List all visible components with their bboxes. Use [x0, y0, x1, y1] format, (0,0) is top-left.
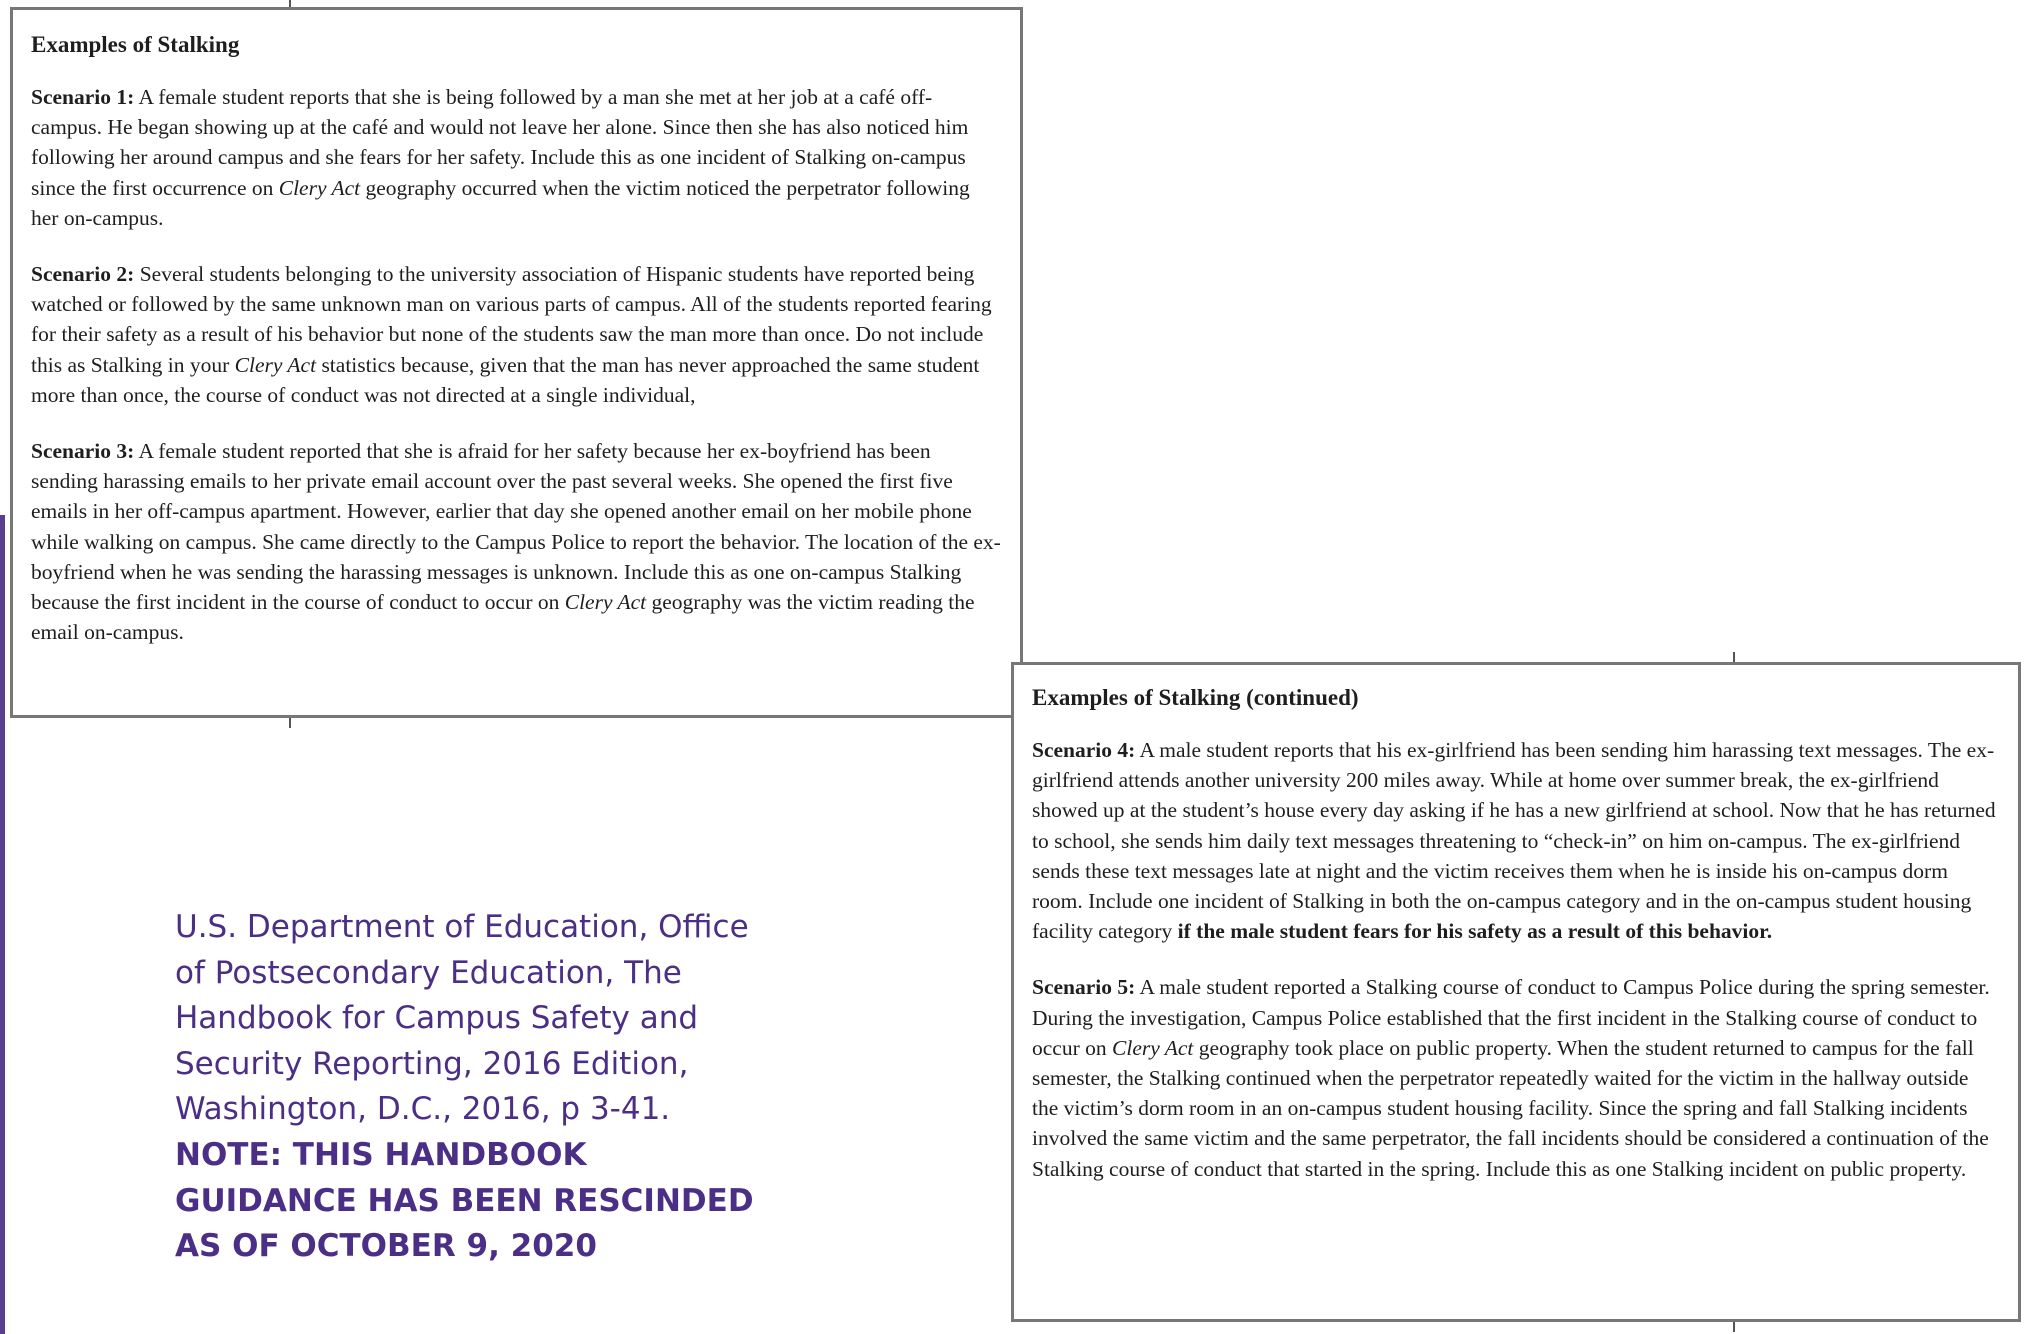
scenario-text: Several students belonging to the university association of Hispanic students have reported being watched or followed by the same unknown man on various parts of campus. All of the students reported fearing for their safety as a result of his behavior but none of the students saw the man more than once. Do not include this as Stalking in your [31, 262, 992, 377]
scenario-text: statistics because, given that the man has never approached the same student more than once, the course of conduct was not directed at a single individual, [31, 352, 980, 407]
scenario-text: geography took place on public property. When the student returned to campus for the fall semester, the Stalking continued when the perpetrator repeatedly waited for the victim in the hallway outside the victim’s dorm room in an on-campus student housing facility. Since the spring and fall Stalking incidents involved the same victim and the same perpetrator, the fall incidents should be considered a continuation of the Stalking course of conduct that started in the spring. Include this as one Stalking incident on public property. [1032, 1035, 1989, 1181]
source-caption [175, 905, 775, 1270]
scenario-text: A male student reported a Stalking course of conduct to Campus Police during the spring semester. During the investigation, Campus Police established that the first incident in the Stalking course of conduct to occur on [1032, 975, 1990, 1060]
scenario-label: Scenario 3: [31, 439, 135, 464]
scenario-4 [1032, 735, 1998, 946]
scenario-label: Scenario 5: [1032, 975, 1136, 1000]
scenario-italic-term: Clery Act [234, 352, 317, 377]
scenario-3 [31, 436, 1002, 647]
crop-mark [1733, 1322, 1735, 1332]
scenario-italic-term: Clery Act [1112, 1035, 1194, 1060]
scenario-italic-term: Clery Act [564, 590, 647, 615]
scenario-text: A female student reported that she is afraid for her safety because her ex-boyfriend has been sending harassing emails to her private email account over the past several weeks. She opened the first five emails in her off-campus apartment. However, earlier that day she opened another email on her mobile phone while walking on campus. She came directly to the Campus Police to report the behavior. The location of the ex-boyfriend when he was sending the harassing messages is unknown. Include this as one on-campus Stalking because the first incident in the course of conduct to occur on [31, 439, 1001, 615]
scenario-text: geography occurred when the victim noticed the perpetrator following her on-campus. [31, 175, 970, 230]
crop-mark [1733, 652, 1735, 662]
scenario-italic-term: Clery Act [278, 175, 361, 200]
citation-text: U.S. Department of Education, Office of Postsecondary Education, The Handbook for Campus Safety and Security Reporting, 2016 Edition, Washington, D.C., 2016, p 3-41. [175, 909, 749, 1128]
rescinded-note: NOTE: THIS HANDBOOK GUIDANCE HAS BEEN RESCINDED AS OF OCTOBER 9, 2020 [175, 1136, 754, 1265]
stalking-examples-continued-panel [1011, 662, 2021, 1322]
scenario-text: A female student reports that she is being followed by a man she met at her job at a café off-campus. He began showing up at the café and would not leave her alone. Since then she has also noticed him following her around campus and she fears for her safety. Include this as one incident of Stalking on-campus since the first occurrence on [31, 85, 969, 200]
scenario-2 [31, 259, 1002, 410]
scenario-label: Scenario 4: [1032, 738, 1136, 762]
scenario-5 [1032, 972, 1998, 1183]
scenario-text: geography was the victim reading the email on-campus. [31, 590, 975, 645]
scenario-1 [31, 82, 1002, 233]
accent-bar [0, 515, 5, 1334]
scenario-label: Scenario 2: [31, 262, 135, 287]
scenario-text: A male student reports that his ex-girlfriend has been sending him harassing text messages. The ex-girlfriend attends another university 200 miles away. While at home over summer break, the ex-girlfriend showed up at the student’s house every day asking if he has a new girlfriend at school. Now that he has returned to school, she sends him daily text messages threatening to “check-in” on him on-campus. The ex-girlfriend sends these text messages late at night and the victim receives them when he is inside his on-campus dorm room. Include one incident of Stalking in both the on-campus category and in the on-campus student housing facility category [1032, 738, 1996, 944]
scenario-label: Scenario 1: [31, 85, 135, 109]
scenario-bold-condition: if the male student fears for his safety as a result of this behavior. [1177, 919, 1773, 944]
crop-mark [289, 718, 291, 728]
panel-title: Examples of Stalking [31, 32, 240, 57]
panel-title: Examples of Stalking (continued) [1032, 685, 1359, 710]
stalking-examples-panel [10, 7, 1023, 718]
